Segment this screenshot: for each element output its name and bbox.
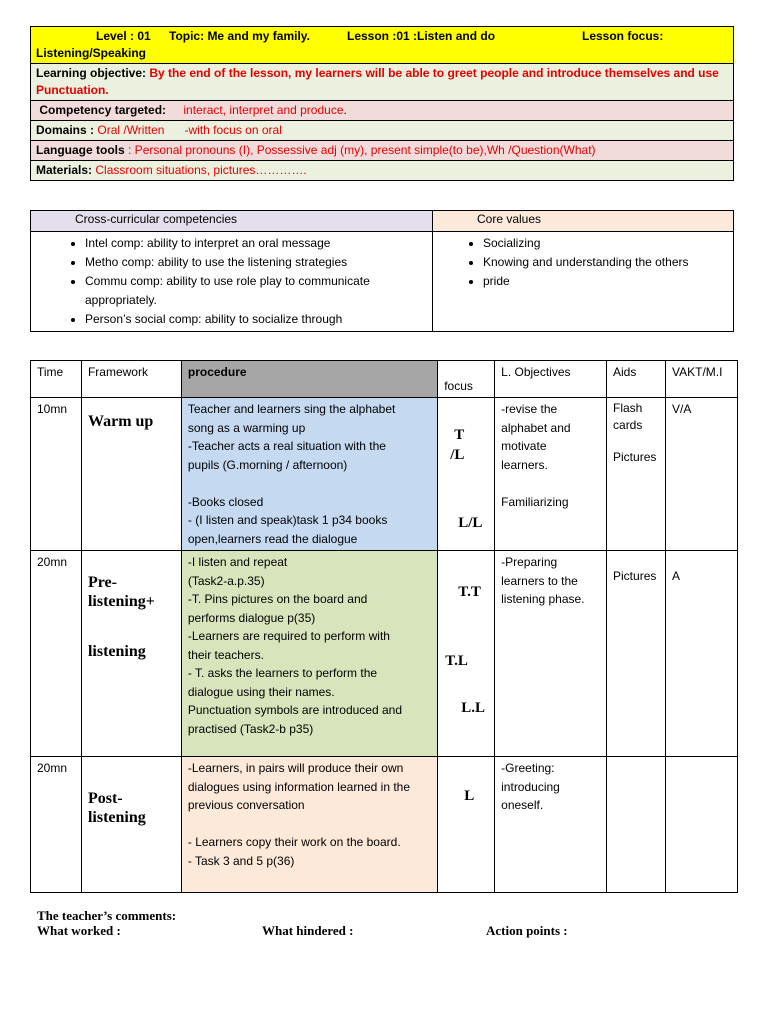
procedure-line: - Task 3 and 5 p(36) xyxy=(187,853,295,868)
stage-label: Warm up xyxy=(87,413,154,430)
objectives-cell: -Greeting: introducing oneself. xyxy=(495,757,607,893)
procedure-line: Punctuation symbols are introduced and xyxy=(187,703,403,717)
topic-text: Topic: Me and my family. xyxy=(169,29,310,43)
procedure-line: song as a warming up xyxy=(187,420,306,435)
tools-label: Language tools xyxy=(36,143,125,157)
focus-cell xyxy=(438,757,495,893)
objective-label: Learning objective: xyxy=(36,66,147,80)
table-row xyxy=(31,757,738,893)
procedure-line: -Learners are required to perform with xyxy=(187,629,390,643)
list-item: • Person’s social comp: ability to socialize through xyxy=(85,310,428,329)
procedure-line: pupils (G.morning / afternoon) xyxy=(187,457,348,472)
lesson-focus-value: Listening/Speaking xyxy=(36,46,147,60)
lesson-header-table xyxy=(30,26,734,181)
stage-label: listening xyxy=(87,809,146,826)
procedure-line: practised (Task2-b p35) xyxy=(187,721,314,736)
header-row-tools xyxy=(31,141,734,161)
objectives-cell: -Preparing learners to the listening phase. xyxy=(495,551,607,757)
comments-heading: The teacher’s comments: xyxy=(37,908,177,923)
procedure-line: -Books closed xyxy=(187,494,264,509)
list-item: • pride xyxy=(483,272,729,291)
level-text: Level : 01 xyxy=(96,29,151,43)
procedure-line: dialogue using their names. xyxy=(187,684,335,699)
table-row xyxy=(31,551,738,757)
procedure-line: dialogues using information learned in the xyxy=(187,779,411,794)
header-row-objective xyxy=(31,64,734,101)
competencies-table xyxy=(30,210,734,332)
aids-cell: Flash cards Pictures xyxy=(607,398,666,551)
action-points-label: Action points : xyxy=(486,923,568,938)
time-cell: 20mn xyxy=(31,757,82,893)
stage-label: listening+ xyxy=(87,593,155,610)
tools-value: : Personal pronouns (I), Possessive adj (my), present simple(to be),Wh /Question(What) xyxy=(128,143,596,157)
core-values-list xyxy=(433,234,729,291)
procedure-line: -Learners, in pairs will produce their own xyxy=(187,761,404,775)
aids-cell: Pictures xyxy=(607,551,666,757)
domains-value: Oral /Written -with focus on oral xyxy=(97,123,282,137)
stage-label: Pre- xyxy=(87,574,117,591)
header-row-competency: Competency targeted: interact, interpret and produce. xyxy=(31,101,734,121)
focus-value: L.L xyxy=(461,700,485,716)
procedure-line: - T. asks the learners to perform the xyxy=(187,666,378,680)
cross-curricular-list xyxy=(31,234,428,329)
procedure-line: their teachers. xyxy=(187,647,264,662)
list-item: • Socializing xyxy=(483,234,729,253)
list-item: • Metho comp: ability to use the listening strategies xyxy=(85,253,428,272)
header-row-materials xyxy=(31,161,734,181)
procedure-line: previous conversation xyxy=(187,798,305,812)
procedure-line: -T. Pins pictures on the board and xyxy=(187,592,368,606)
table-row xyxy=(31,398,738,551)
competency-value: interact, interpret and produce xyxy=(183,103,344,117)
vakt-cell: V/A xyxy=(666,398,738,551)
focus-cell xyxy=(438,551,495,757)
lesson-text: Lesson :01 :Listen and do xyxy=(347,29,496,43)
lesson-table-header xyxy=(31,361,738,398)
vakt-cell: A xyxy=(666,551,738,757)
focus-value: L/L xyxy=(458,515,483,531)
framework-header: Framework xyxy=(81,361,181,398)
procedure-line: - Learners copy their work on the board. xyxy=(187,835,401,849)
stage-label: Post- xyxy=(87,790,123,807)
objectives-header: L. Objectives xyxy=(495,361,607,398)
what-hindered-label: What hindered : xyxy=(262,923,354,938)
header-row-level xyxy=(31,27,734,64)
procedure-line: performs dialogue p(35) xyxy=(187,610,316,625)
aids-cell xyxy=(607,757,666,893)
stage-cell xyxy=(81,551,181,757)
competency-label: Competency targeted: xyxy=(39,103,167,117)
teacher-comments xyxy=(37,908,568,938)
materials-label: Materials: xyxy=(36,163,93,177)
materials-value: Classroom situations, pictures…………. xyxy=(95,163,307,177)
procedure-line: open,learners read the dialogue xyxy=(187,531,358,546)
objective-value: By the end of the lesson, my learners will be able to greet people and introduce themselves and use Punctuation. xyxy=(36,66,719,97)
time-cell: 10mn xyxy=(31,398,82,551)
what-worked-label: What worked : xyxy=(37,923,121,938)
focus-value: T xyxy=(454,427,465,443)
procedure-cell xyxy=(181,398,437,551)
list-item: • Intel comp: ability to interpret an oral message xyxy=(85,234,428,253)
procedure-cell xyxy=(181,551,437,757)
focus-header: focus xyxy=(438,361,495,398)
aids-header: Aids xyxy=(607,361,666,398)
cross-curricular-heading: Cross-curricular competencies xyxy=(31,211,433,232)
procedure-line: -Teacher acts a real situation with the xyxy=(187,439,386,453)
procedure-header: procedure xyxy=(181,361,437,398)
vakt-header: VAKT/M.I xyxy=(666,361,738,398)
procedure-line: Teacher and learners sing the alphabet xyxy=(187,402,396,416)
focus-value: L xyxy=(464,788,475,804)
list-item: • Commu comp: ability to use role play to communicate appropriately. xyxy=(85,272,428,310)
procedure-line: -I listen and repeat xyxy=(187,555,288,569)
objectives-cell: -revise the alphabet and motivate learners. Familiarizing xyxy=(495,398,607,551)
time-cell: 20mn xyxy=(31,551,82,757)
stage-label: listening xyxy=(87,643,146,660)
core-values-heading: Core values xyxy=(433,211,734,232)
lesson-focus-label: Lesson focus: xyxy=(582,29,664,43)
lesson-plan-table xyxy=(30,360,738,893)
domains-label: Domains : xyxy=(36,123,95,137)
focus-value: T.T xyxy=(458,584,481,600)
vakt-cell xyxy=(666,757,738,893)
focus-value: /L xyxy=(450,447,465,463)
stage-cell xyxy=(81,757,181,893)
header-row-domains xyxy=(31,121,734,141)
procedure-cell xyxy=(181,757,437,893)
procedure-line: - (I listen and speak)task 1 p34 books xyxy=(187,513,388,527)
time-header: Time xyxy=(31,361,82,398)
procedure-line: (Task2-a.p.35) xyxy=(187,573,265,588)
focus-cell xyxy=(438,398,495,551)
list-item: • Knowing and understanding the others xyxy=(483,253,729,272)
focus-value: T.L xyxy=(445,653,468,669)
